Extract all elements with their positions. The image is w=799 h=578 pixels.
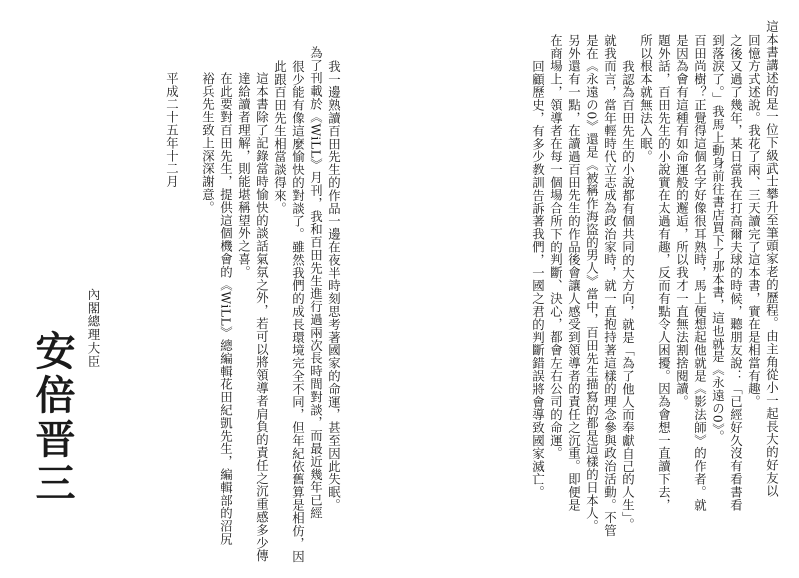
date-column: 平成二十五年十二月 [164, 72, 180, 189]
text-column: 到落淚了。」我馬上動身前往書店買下了那本書，這也就是《永遠の0》。 [710, 34, 726, 443]
text-column: 是在《永遠の0》還是《被稱作海盜的男人》當中，百田先生描寫的都是這樣的日本人。 [584, 34, 600, 533]
text-column: 在商場上，領導者在每一個場合所下的判斷、決心，都會左右公司的命運。 [548, 34, 564, 460]
text-column: 此跟百田先生相當談得來。 [272, 60, 288, 215]
text-column: 百田尚樹？正覺得這個名字好像很耳熟時，馬上便想起他就是《影法師》的作者。就 [692, 34, 708, 512]
text-column: 這本書除了記錄當時愉快的談話氣氛之外，若可以將領導者肩負的責任之沉重感多少傳 [254, 72, 270, 563]
text-column: 我認為百田先生的小說都有個共同的大方向，就是「為了他人而奉獻自己的人生」。 [620, 60, 636, 532]
text-column: 裕兵先生致上深深謝意。 [200, 72, 216, 214]
author-signature: 安倍晋三 [29, 330, 76, 506]
text-column: 我一邊熟讀百田先生的作品一邊在夜半時刻思考著國家的命運，甚至因此失眠。 [326, 60, 342, 512]
text-column: 題外話，百田先生的小說實在太過有趣，反而有點令人困擾。因為會想一直讀下去， [656, 34, 672, 512]
text-column: 為了刊載於《WiLL》月刊，我和百田先生進行過兩次長時間對談，而最近幾年已經 [308, 46, 324, 520]
author-position: 內閣總理大臣 [86, 288, 101, 369]
text-column: 之後又過了幾年，某日當我在打高爾夫球的時候，聽朋友說：「已經好久沒有看書看 [728, 34, 744, 512]
text-column: 就我而言，當年輕時代立志成為政治家時，就一直抱持著這樣的理念參與政治活動。不管 [602, 34, 618, 538]
text-column: 回顧歷史，有多少教訓告訴著我們，一國之君的判斷錯誤將會導致國家滅亡。 [530, 60, 546, 499]
text-column: 達給讀者理解，則能堪稱望外之喜。 [236, 72, 252, 279]
text-column: 所以根本就無法入眠。 [638, 34, 654, 163]
text-column: 在此要對百田先生，提供這個機會的《WiLL》總編輯花田紀凱先生，編輯部的沼尻 [218, 72, 234, 546]
text-column: 另外還有一點，在讀過百田先生的作品後會讓人感受到領導者的責任之沉重。即便是 [566, 34, 582, 512]
text-column: 回憶方式述說。我花了兩、三天讀完了這本書，實在是相當有趣。 [746, 34, 762, 409]
text-column: 很少能有像這麼愉快的對談了。雖然我們的成長環境完全不同，但年紀依舊算是相仿，因 [290, 60, 306, 564]
text-column: 這本書講述的是一位下級武士攀升至筆頭家老的歷程。由主角從小一起長大的好友以 [764, 20, 780, 498]
text-column: 是因為會有這種有如命運般的邂逅，所以我才一直無法割捨閱讀。 [674, 34, 690, 409]
